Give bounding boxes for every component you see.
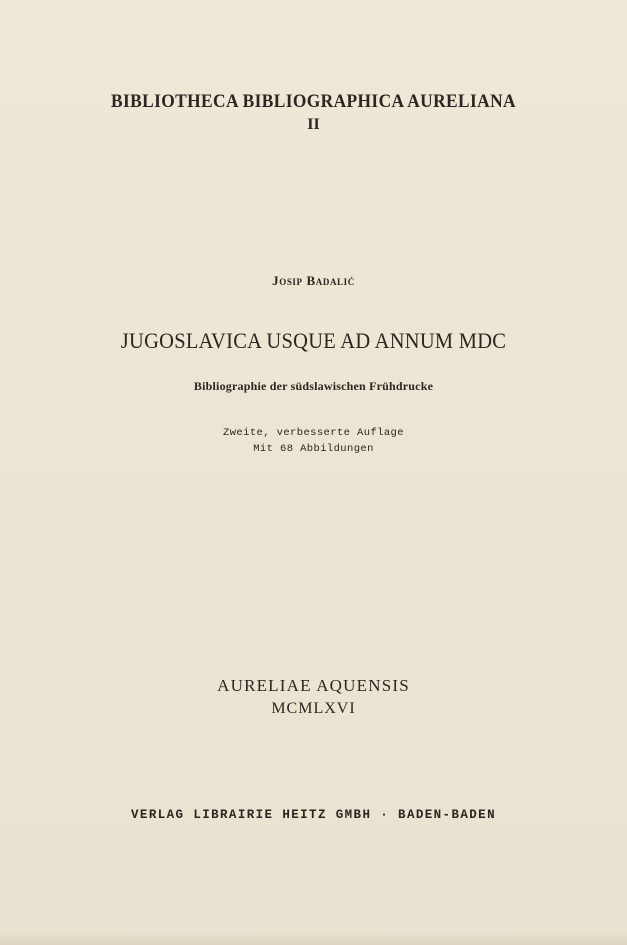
edition-note: Zweite, verbesserte Auflage [223,427,404,439]
publisher-line: VERLAG LIBRAIRIE HEITZ GMBH · BADEN-BADEN [131,808,496,822]
author-name: Josip Badalić [272,273,355,288]
book-title: JUGOSLAVICA USQUE AD ANNUM MDC [120,328,507,353]
illustrations-note: Mit 68 Abbildungen [253,443,374,455]
imprint-year: MCMLXVI [271,700,356,717]
book-subtitle: Bibliographie der südslawischen Frühdrucke [193,379,434,393]
series-number: II [307,116,320,133]
imprint-place: AURELIAE AQUENSIS [217,676,410,695]
series-title: BIBLIOTHECA BIBLIOGRAPHICA AURELIANA [111,92,516,112]
